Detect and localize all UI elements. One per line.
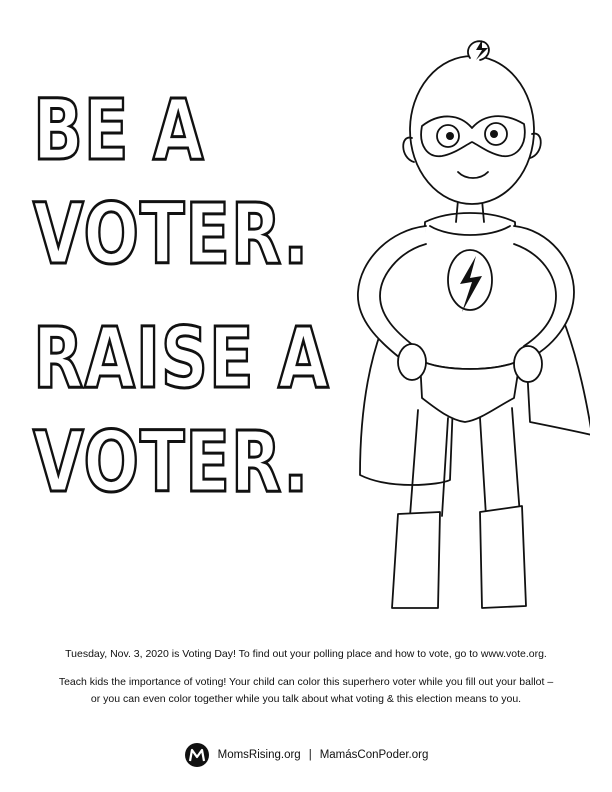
footer-separator: | (308, 749, 312, 761)
right-leg (512, 408, 520, 516)
voting-day-text: Tuesday, Nov. 3, 2020 is Voting Day! To find out your polling place and how to vote, go to www.vote.org. (65, 648, 547, 660)
right-leg-inner (480, 418, 486, 516)
left-boot (392, 512, 440, 608)
left-arm (358, 226, 426, 362)
teach-line-2: or you can even color together while you talk about what voting & this election means to you. (90, 693, 522, 705)
momsrising-logo-icon (184, 742, 210, 768)
left-pupil (446, 132, 454, 140)
right-pupil (490, 130, 498, 138)
superhero-kid-lightning-icon (330, 30, 590, 610)
footer-logos (0, 742, 612, 768)
left-hand (398, 344, 426, 380)
headline-line-be-a: BE A (33, 81, 205, 179)
headline-line-voter-2: VOTER. (33, 413, 309, 511)
momsrising-link[interactable]: MomsRising.org (217, 749, 301, 761)
headline-line-voter: VOTER. (33, 185, 309, 283)
right-boot (480, 506, 526, 608)
mamasconpoder-link[interactable]: MamásConPoder.org (319, 749, 429, 761)
headline (33, 81, 333, 524)
headline-line-raise-a: RAISE A (33, 309, 330, 407)
teach-line-1: Teach kids the importance of voting! Your child can color this superhero voter while you fill out your ballot – (58, 676, 554, 688)
teach-text (0, 674, 612, 708)
right-hand (514, 346, 542, 382)
